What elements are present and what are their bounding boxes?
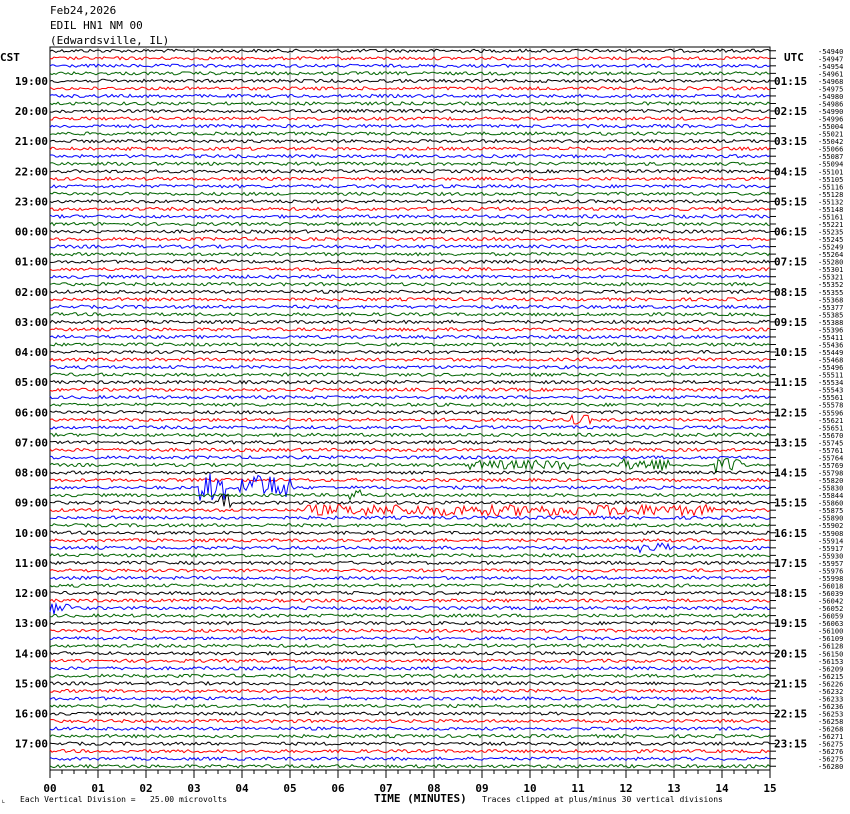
left-hour-label: 08:00 <box>14 466 48 480</box>
trace-count-label: -54968 <box>818 77 844 86</box>
seismic-trace <box>50 260 770 263</box>
seismic-trace <box>50 539 770 542</box>
trace-count-label: -56280 <box>818 763 844 772</box>
seismic-trace <box>50 674 770 677</box>
trace-count-label: -55132 <box>818 198 844 207</box>
trace-count-label: -56018 <box>818 582 844 591</box>
seismic-trace <box>50 305 770 308</box>
right-hour-label: 19:15 <box>774 617 808 631</box>
trace-count-label: -55890 <box>818 514 844 523</box>
seismic-trace <box>50 614 770 617</box>
x-tick-label: 02 <box>139 782 153 795</box>
trace-count-label: -55449 <box>818 349 844 358</box>
trace-count-label: -54947 <box>818 55 844 64</box>
trace-count-label: -55798 <box>818 469 844 478</box>
trace-count-label: -55651 <box>818 424 844 433</box>
trace-count-label: -56100 <box>818 627 844 636</box>
seismic-trace <box>50 155 770 158</box>
seismic-trace <box>50 64 770 67</box>
trace-count-label: -56275 <box>818 740 844 749</box>
left-hour-label: 14:00 <box>14 647 48 661</box>
trace-count-label: -54940 <box>818 47 844 56</box>
seismic-trace <box>50 109 770 112</box>
trace-count-label: -55621 <box>818 416 844 425</box>
trace-count-label: -55116 <box>818 183 844 192</box>
trace-count-label: -55004 <box>818 123 844 132</box>
seismic-trace <box>50 652 770 655</box>
left-hour-label: 00:00 <box>14 225 48 239</box>
trace-count-label: -56276 <box>818 748 844 757</box>
trace-count-label: -55355 <box>818 288 844 297</box>
trace-count-label: -55042 <box>818 138 844 147</box>
seismic-trace <box>50 629 770 632</box>
trace-count-label: -55830 <box>818 484 844 493</box>
seismic-trace <box>50 712 770 715</box>
seismic-trace <box>50 604 770 614</box>
left-hour-label: 21:00 <box>14 135 48 149</box>
seismic-trace <box>50 456 770 459</box>
seismic-trace <box>50 388 770 391</box>
right-axis-label: UTC <box>784 51 804 64</box>
seismic-trace <box>50 667 770 670</box>
seismic-trace <box>50 162 770 165</box>
seismic-trace <box>50 238 770 241</box>
left-hour-label: 07:00 <box>14 436 48 450</box>
seismic-trace <box>50 125 770 128</box>
seismic-trace <box>50 396 770 399</box>
seismic-trace <box>50 132 770 135</box>
x-tick-label: 07 <box>379 782 393 795</box>
seismic-trace <box>50 742 770 745</box>
trace-count-label: -55264 <box>818 251 844 260</box>
footer-clip-note: Traces clipped at plus/minus 30 vertical divisions <box>482 795 723 804</box>
seismic-trace <box>50 366 770 369</box>
trace-count-label: -55021 <box>818 130 844 139</box>
trace-count-label: -56209 <box>818 665 844 674</box>
seismic-trace <box>50 403 770 406</box>
trace-count-label: -55161 <box>818 213 844 222</box>
x-tick-label: 12 <box>619 782 633 795</box>
right-hour-label: 03:15 <box>774 135 808 149</box>
seismic-trace <box>50 283 770 286</box>
x-tick-label: 15 <box>763 782 777 795</box>
seismic-trace <box>50 245 770 248</box>
left-hour-label: 10:00 <box>14 526 48 540</box>
right-hour-label: 14:15 <box>774 466 808 480</box>
seismic-trace <box>50 599 770 602</box>
right-hour-label: 06:15 <box>774 225 808 239</box>
right-hour-label: 01:15 <box>774 74 808 88</box>
seismic-trace <box>50 147 770 150</box>
seismic-trace <box>50 215 770 218</box>
trace-count-label: -55377 <box>818 303 844 312</box>
seismic-trace <box>50 79 770 82</box>
seismic-trace <box>50 531 770 534</box>
trace-count-label: -55436 <box>818 341 844 350</box>
left-hour-label: 02:00 <box>14 285 48 299</box>
seismic-trace <box>50 313 770 316</box>
trace-count-label: -55761 <box>818 446 844 455</box>
x-tick-label: 01 <box>91 782 105 795</box>
right-hour-label: 16:15 <box>774 526 808 540</box>
trace-count-label: -55769 <box>818 461 844 470</box>
seismic-trace <box>50 117 770 120</box>
seismic-trace <box>50 57 770 60</box>
trace-count-label: -56150 <box>818 650 844 659</box>
seismic-trace <box>50 102 770 105</box>
trace-count-label: -56215 <box>818 672 844 681</box>
trace-count-label: -56063 <box>818 620 844 629</box>
trace-count-label: -55235 <box>818 228 844 237</box>
chart-date: Feb24,2026 <box>50 4 117 17</box>
x-tick-label: 08 <box>427 782 441 795</box>
seismic-trace <box>50 320 770 323</box>
left-hour-label: 06:00 <box>14 406 48 420</box>
seismic-trace <box>50 644 770 647</box>
trace-count-label: -55561 <box>818 394 844 403</box>
trace-count-label: -56271 <box>818 733 844 742</box>
trace-count-label: -55221 <box>818 220 844 229</box>
seismic-trace <box>50 426 770 429</box>
x-axis-label: TIME (MINUTES) <box>374 792 467 805</box>
trace-count-label: -55511 <box>818 371 844 380</box>
seismic-trace <box>50 290 770 293</box>
trace-count-label: -55101 <box>818 168 844 177</box>
seismic-trace <box>50 94 770 97</box>
seismic-trace <box>50 471 770 474</box>
seismic-trace <box>50 516 770 519</box>
trace-count-label: -55385 <box>818 311 844 320</box>
trace-count-label: -55902 <box>818 522 844 531</box>
trace-count-label: -55388 <box>818 318 844 327</box>
left-hour-label: 11:00 <box>14 556 48 570</box>
seismic-trace <box>50 207 770 210</box>
left-hour-label: 15:00 <box>14 677 48 691</box>
trace-count-label: -55578 <box>818 401 844 410</box>
trace-count-label: -54961 <box>818 70 844 79</box>
trace-count-label: -55396 <box>818 326 844 335</box>
trace-count-label: -55844 <box>818 492 844 501</box>
trace-count-label: -55820 <box>818 477 844 486</box>
trace-count-label: -55066 <box>818 145 844 154</box>
x-tick-label: 05 <box>283 782 297 795</box>
seismic-trace <box>50 185 770 188</box>
seismic-trace <box>50 561 770 564</box>
trace-count-label: -56128 <box>818 642 844 651</box>
trace-count-label: -55976 <box>818 567 844 576</box>
right-hour-label: 20:15 <box>774 647 808 661</box>
seismic-trace <box>50 192 770 195</box>
right-hour-label: 13:15 <box>774 436 808 450</box>
seismic-trace <box>50 622 770 625</box>
trace-count-label: -55352 <box>818 281 844 290</box>
seismic-trace <box>50 689 770 692</box>
trace-count-label: -56236 <box>818 702 844 711</box>
seismic-trace <box>50 351 770 354</box>
right-hour-label: 09:15 <box>774 315 808 329</box>
left-hour-label: 05:00 <box>14 376 48 390</box>
seismic-trace <box>50 381 770 384</box>
seismic-trace <box>50 757 770 760</box>
trace-count-label: -55875 <box>818 507 844 516</box>
left-hour-label: 03:00 <box>14 315 48 329</box>
x-tick-label: 10 <box>523 782 537 795</box>
seismic-trace <box>50 415 770 424</box>
right-hour-label: 05:15 <box>774 195 808 209</box>
x-tick-label: 09 <box>475 782 489 795</box>
trace-count-label: -55105 <box>818 175 844 184</box>
right-hour-label: 23:15 <box>774 737 808 751</box>
seismic-trace <box>50 253 770 256</box>
left-hour-label: 13:00 <box>14 617 48 631</box>
seismic-trace <box>50 87 770 90</box>
seismic-trace <box>50 200 770 203</box>
right-hour-label: 10:15 <box>774 346 808 360</box>
left-hour-label: 12:00 <box>14 587 48 601</box>
trace-count-label: -55534 <box>818 379 844 388</box>
trace-count-label: -55280 <box>818 258 844 267</box>
right-hour-label: 12:15 <box>774 406 808 420</box>
seismic-trace <box>50 275 770 278</box>
seismic-trace <box>50 554 770 557</box>
seismic-trace <box>50 335 770 338</box>
right-hour-label: 11:15 <box>774 376 808 390</box>
seismic-trace <box>50 177 770 180</box>
trace-count-label: -55087 <box>818 153 844 162</box>
trace-count-label: -56233 <box>818 695 844 704</box>
trace-count-label: -56232 <box>818 687 844 696</box>
trace-count-label: -56042 <box>818 597 844 606</box>
seismic-trace <box>50 490 770 500</box>
trace-count-label: -54996 <box>818 115 844 124</box>
trace-count-label: -56052 <box>818 605 844 614</box>
trace-count-label: -54990 <box>818 108 844 117</box>
seismic-trace <box>50 230 770 233</box>
trace-count-label: -55917 <box>818 544 844 553</box>
trace-count-label: -55411 <box>818 333 844 342</box>
chart-location: (Edwardsville, IL) <box>50 34 170 47</box>
trace-count-label: -54986 <box>818 100 844 109</box>
left-hour-label: 19:00 <box>14 74 48 88</box>
seismic-trace <box>50 659 770 662</box>
left-hour-label: 04:00 <box>14 346 48 360</box>
seismic-trace <box>50 478 770 481</box>
right-hour-label: 15:15 <box>774 496 808 510</box>
x-tick-label: 03 <box>187 782 201 795</box>
trace-count-label: -55596 <box>818 409 844 418</box>
x-tick-label: 04 <box>235 782 249 795</box>
trace-count-label: -55914 <box>818 537 844 546</box>
trace-count-label: -55249 <box>818 243 844 252</box>
seismic-trace <box>50 433 770 436</box>
x-tick-label: 00 <box>43 782 57 795</box>
seismic-trace <box>50 735 770 738</box>
right-hour-label: 08:15 <box>774 285 808 299</box>
trace-count-label: -55321 <box>818 273 844 282</box>
right-hour-label: 02:15 <box>774 105 808 119</box>
trace-count-label: -55998 <box>818 574 844 583</box>
seismic-trace <box>50 441 770 444</box>
seismic-trace <box>50 727 770 730</box>
left-axis-label: CST <box>0 51 20 64</box>
trace-count-label: -55094 <box>818 160 844 169</box>
trace-count-label: -54980 <box>818 92 844 101</box>
right-hour-label: 17:15 <box>774 556 808 570</box>
right-hour-label: 18:15 <box>774 587 808 601</box>
seismic-trace <box>50 505 770 516</box>
right-hour-label: 21:15 <box>774 677 808 691</box>
seismic-trace <box>50 170 770 173</box>
seismic-trace <box>50 576 770 579</box>
seismic-trace <box>50 358 770 361</box>
trace-count-label: -54954 <box>818 62 844 71</box>
x-tick-label: 13 <box>667 782 681 795</box>
seismic-trace <box>50 298 770 301</box>
trace-count-label: -55908 <box>818 529 844 538</box>
chart-station: EDIL HN1 NM 00 <box>50 19 143 32</box>
seismic-trace <box>50 49 770 52</box>
seismic-trace <box>50 765 770 768</box>
left-hour-label: 01:00 <box>14 255 48 269</box>
trace-count-label: -55957 <box>818 559 844 568</box>
seismic-trace <box>50 448 770 451</box>
seismic-trace <box>50 569 770 572</box>
trace-count-label: -55368 <box>818 296 844 305</box>
seismic-trace <box>50 704 770 707</box>
right-hour-label: 22:15 <box>774 707 808 721</box>
trace-count-label: -55301 <box>818 266 844 275</box>
footer-scale-note: Each Vertical Division = 25.00 microvolts <box>20 795 228 804</box>
seismic-trace <box>50 524 770 527</box>
left-hour-label: 09:00 <box>14 496 48 510</box>
seismic-trace <box>50 697 770 700</box>
trace-count-label: -56268 <box>818 725 844 734</box>
trace-count-label: -56109 <box>818 635 844 644</box>
trace-count-label: -56039 <box>818 590 844 599</box>
x-tick-label: 06 <box>331 782 345 795</box>
left-hour-label: 17:00 <box>14 737 48 751</box>
seismic-trace <box>50 411 770 414</box>
trace-count-label: -55860 <box>818 499 844 508</box>
trace-count-label: -55543 <box>818 386 844 395</box>
left-hour-label: 23:00 <box>14 195 48 209</box>
trace-count-label: -56275 <box>818 755 844 764</box>
trace-count-label: -55930 <box>818 552 844 561</box>
right-hour-label: 04:15 <box>774 165 808 179</box>
seismic-trace <box>50 268 770 271</box>
trace-count-label: -56258 <box>818 718 844 727</box>
seismic-trace <box>50 72 770 75</box>
trace-count-label: -55745 <box>818 439 844 448</box>
footer-mark: ⌞ <box>1 795 6 804</box>
trace-count-label: -56059 <box>818 612 844 621</box>
trace-count-label: -54975 <box>818 85 844 94</box>
trace-count-label: -55148 <box>818 205 844 214</box>
seismic-trace <box>50 637 770 640</box>
trace-count-label: -55128 <box>818 190 844 199</box>
left-hour-label: 16:00 <box>14 707 48 721</box>
trace-count-label: -55764 <box>818 454 844 463</box>
seismic-trace <box>50 373 770 376</box>
seismic-trace <box>50 584 770 587</box>
seismic-trace <box>50 719 770 722</box>
seismic-trace <box>50 750 770 753</box>
left-hour-label: 22:00 <box>14 165 48 179</box>
trace-count-label: -56153 <box>818 657 844 666</box>
seismic-trace <box>50 328 770 331</box>
trace-count-label: -56253 <box>818 710 844 719</box>
x-tick-label: 11 <box>571 782 585 795</box>
seismic-trace <box>50 543 770 552</box>
trace-count-label: -55496 <box>818 364 844 373</box>
left-hour-label: 20:00 <box>14 105 48 119</box>
x-tick-label: 14 <box>715 782 729 795</box>
trace-count-label: -55670 <box>818 431 844 440</box>
trace-count-label: -56226 <box>818 680 844 689</box>
seismic-trace <box>50 140 770 143</box>
seismic-trace <box>50 591 770 594</box>
right-hour-label: 07:15 <box>774 255 808 269</box>
seismic-trace <box>50 343 770 346</box>
seismic-trace <box>50 682 770 685</box>
seismic-trace <box>50 222 770 225</box>
trace-count-label: -55468 <box>818 356 844 365</box>
trace-count-label: -55245 <box>818 236 844 245</box>
